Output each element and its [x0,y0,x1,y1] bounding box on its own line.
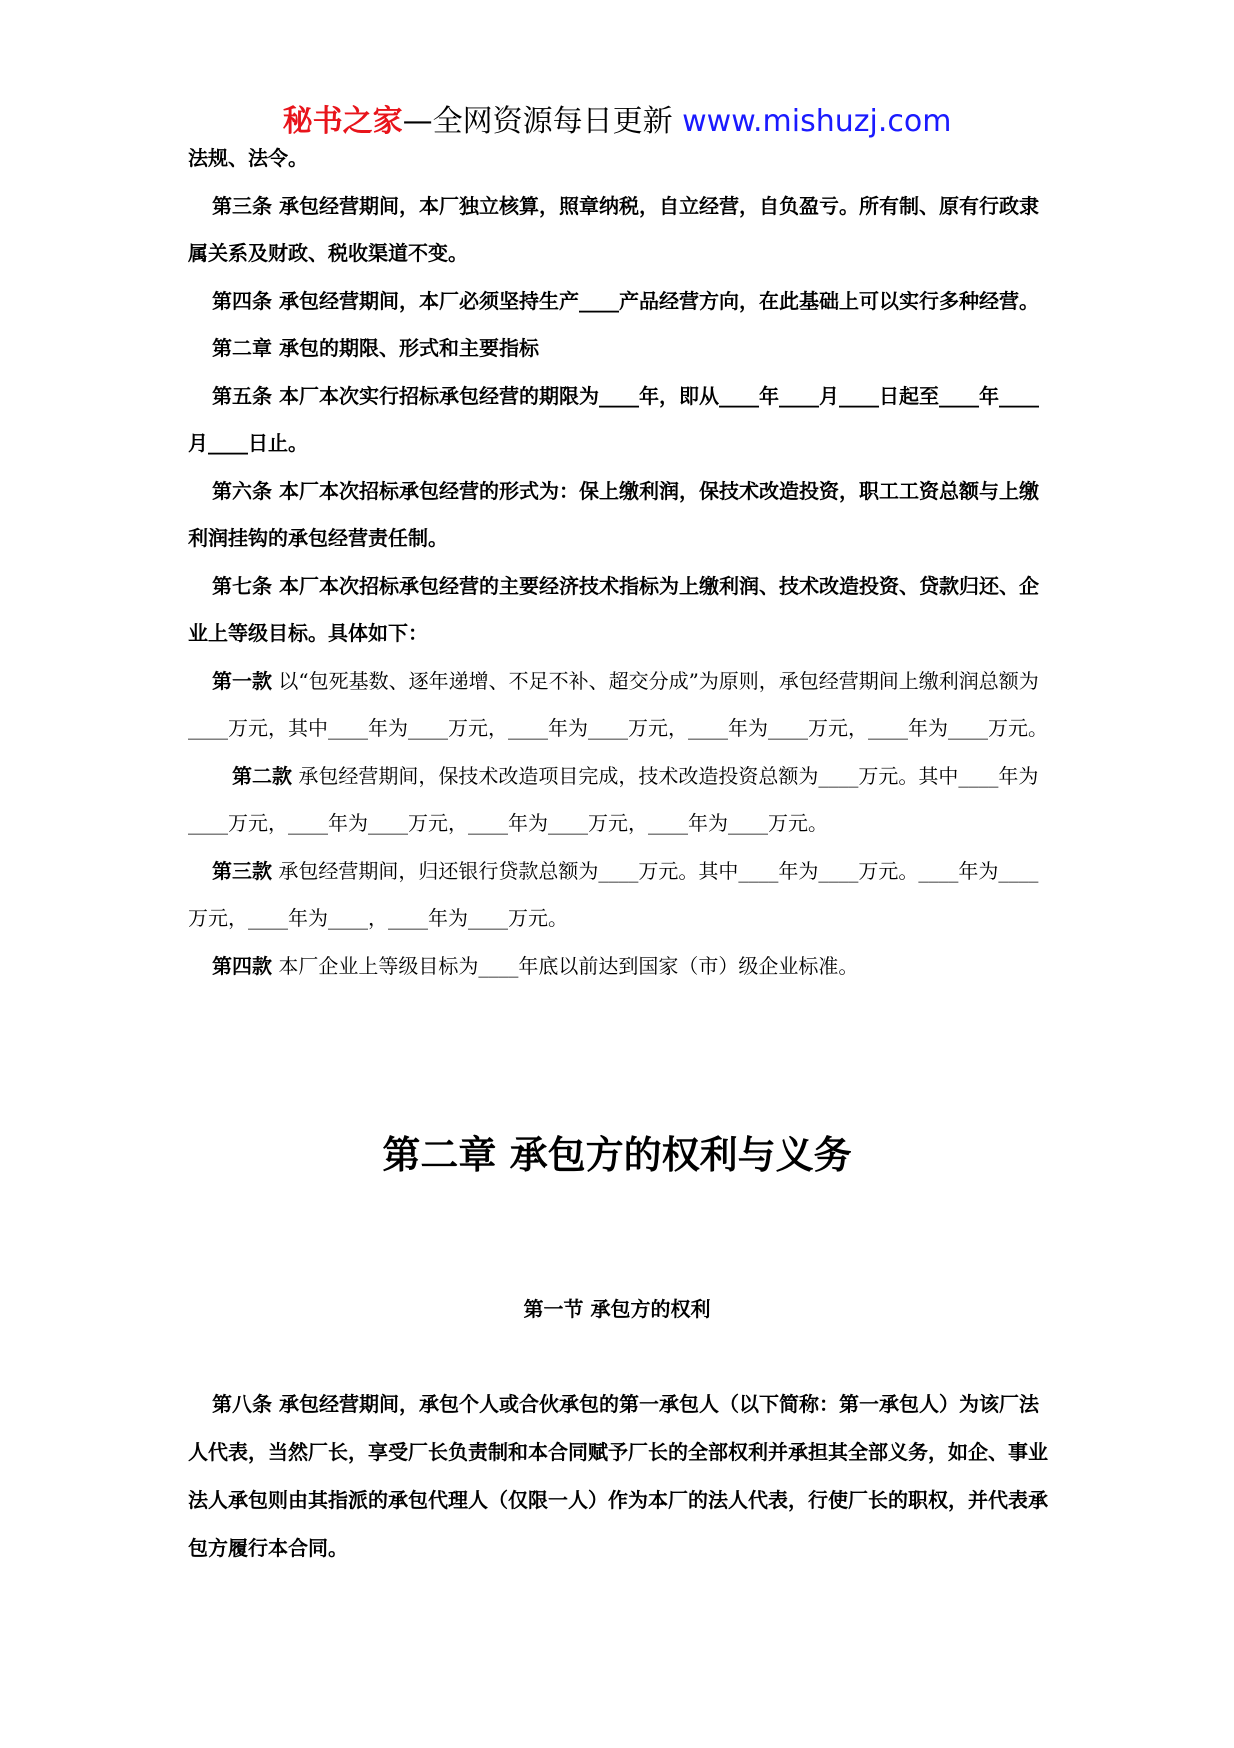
article-5: 第五条 本厂本次实行招标承包经营的期限为____年，即从____年____月____日起至____年____月____日止。 [188,383,1039,455]
body-text-block [188,135,1048,990]
clause-2-text: 承包经营期间，保技术改造项目完成，技术改造投资总额为____万元。其中____年为____万元，____年为____万元，____年为____万元，____年为____万元。 [188,763,1039,835]
clause-4 [188,943,1048,991]
article-3: 第三条 承包经营期间，本厂独立核算，照章纳税，自立经营，自负盈亏。所有制、原有行政隶属关系及财政、税收渠道不变。 [188,193,1039,265]
banner-slogan: —全网资源每日更新 [402,104,673,139]
clause-1-text: 以“包死基数、逐年递增、不足不补、超交分成”为原则，承包经营期间上缴利润总额为____万元，其中____年为____万元，____年为____万元，____年为____万元，____年为____万元。 [188,668,1048,740]
article-8-block [188,1380,1048,1572]
clause-1 [188,658,1048,753]
clause-4-label: 第四款 [212,953,272,978]
clause-3-label: 第三款 [212,858,272,883]
clause-4-text: 本厂企业上等级目标为____年底以前达到国家（市）级企业标准。 [272,953,859,978]
banner-brand: 秘书之家 [282,104,403,139]
article-8: 第八条 承包经营期间，承包个人或合伙承包的第一承包人（以下简称：第一承包人）为该厂法人代表，当然厂长，享受厂长负责制和本合同赋予厂长的全部权利并承担其全部义务，如企、事业法人承包则由其指派的承包代理人（仅限一人）作为本厂的法人代表，行使厂长的职权，并代表承包方履行本合同。 [188,1392,1048,1560]
chapter-heading-inline: 第二章 承包的期限、形式和主要指标 [212,336,539,360]
paragraph-continuation: 法规、法令。 [188,146,308,170]
article-4: 第四条 承包经营期间，本厂必须坚持生产____产品经营方向，在此基础上可以实行多种经营。 [212,288,1039,313]
article-7: 第七条 本厂本次招标承包经营的主要经济技术指标为上缴利润、技术改造投资、贷款归还、企业上等级目标。具体如下： [188,573,1039,645]
chapter-title: 第二章 承包方的权利与义务 [382,1133,852,1177]
article-6: 第六条 本厂本次招标承包经营的形式为：保上缴利润，保技术改造投资，职工工资总额与上缴利润挂钩的承包经营责任制。 [188,478,1039,550]
section-title: 第一节 承包方的权利 [523,1297,711,1321]
clause-3-text: 承包经营期间，归还银行贷款总额为____万元。其中____年为____万元。____年为____万元，____年为____，____年为____万元。 [188,858,1039,930]
clause-3 [188,848,1048,943]
banner-url[interactable]: www.mishuzj.com [682,104,952,139]
clause-2 [188,753,1048,848]
clause-2-label: 第二款 [232,763,292,788]
clause-1-label: 第一款 [212,668,272,693]
